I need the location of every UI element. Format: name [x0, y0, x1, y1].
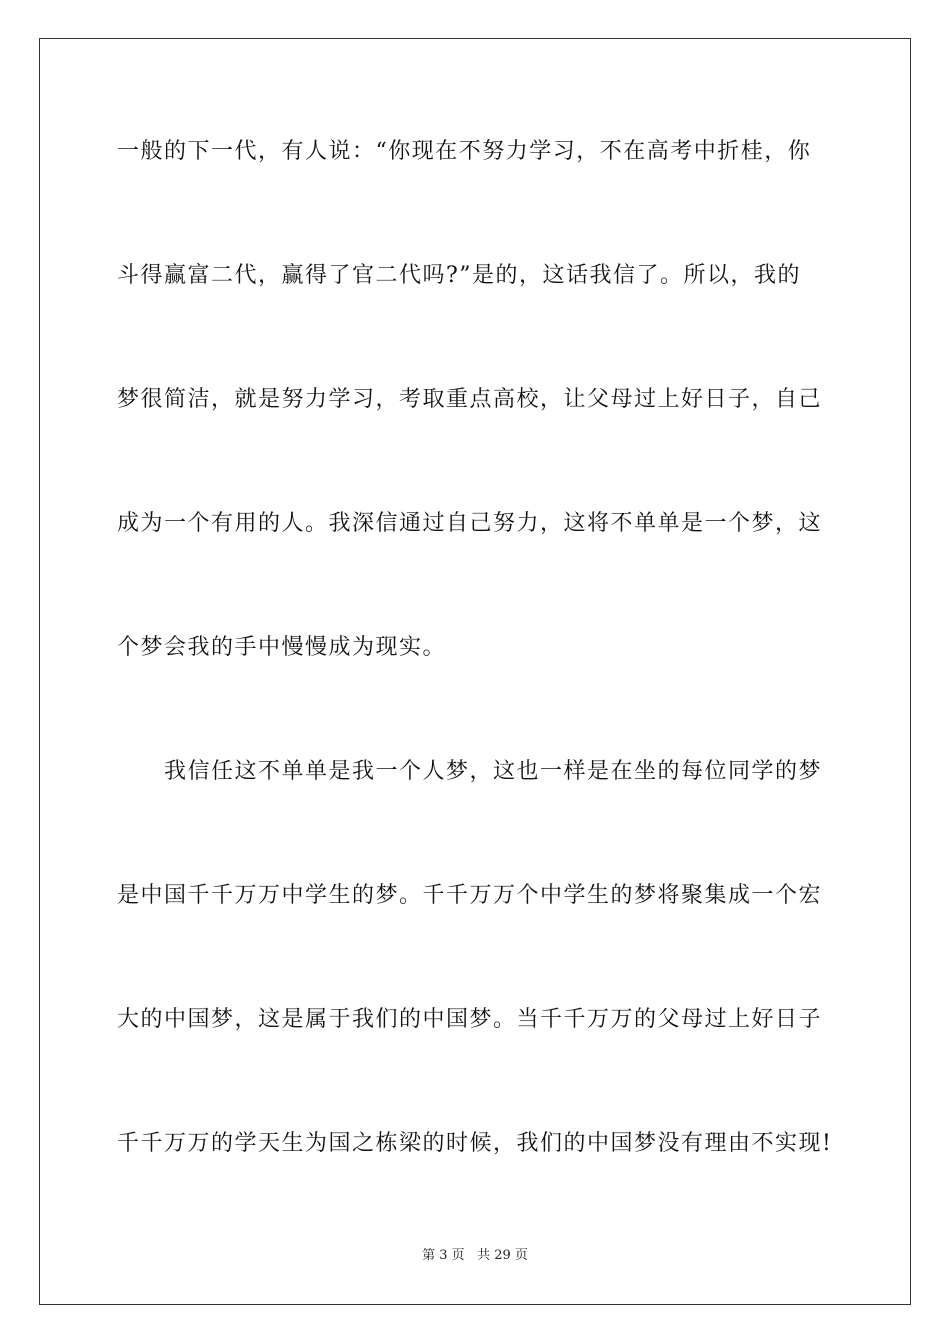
- body-line-7: 是中国千千万万中学生的梦。千千万万个中学生的梦将聚集成一个宏: [117, 883, 823, 908]
- body-line-3: 梦很简洁，就是努力学习，考取重点高校，让父母过上好日子，自己: [117, 387, 823, 412]
- page-footer: [0, 1247, 950, 1265]
- body-line-5: 个梦会我的手中慢慢成为现实。: [117, 635, 447, 660]
- body-line-2: 斗得赢富二代，赢得了官二代吗?”是的，这话我信了。所以，我的: [117, 263, 802, 288]
- page-number: 第 3 页: [422, 1248, 465, 1263]
- body-line-4: 成为一个有用的人。我深信通过自己努力，这将不单单是一个梦，这: [117, 511, 823, 536]
- body-line-6-indented: 我信任这不单单是我一个人梦，这也一样是在坐的每位同学的梦: [164, 759, 823, 784]
- body-line-9: 千千万万的学天生为国之栋梁的时候，我们的中国梦没有理由不实现!: [117, 1131, 833, 1156]
- page-border: [39, 38, 911, 1305]
- body-line-1: 一般的下一代，有人说：“你现在不努力学习，不在高考中折桂，你: [117, 139, 812, 164]
- body-line-8: 大的中国梦，这是属于我们的中国梦。当千千万万的父母过上好日子: [117, 1007, 823, 1032]
- total-pages: 共 29 页: [477, 1248, 528, 1263]
